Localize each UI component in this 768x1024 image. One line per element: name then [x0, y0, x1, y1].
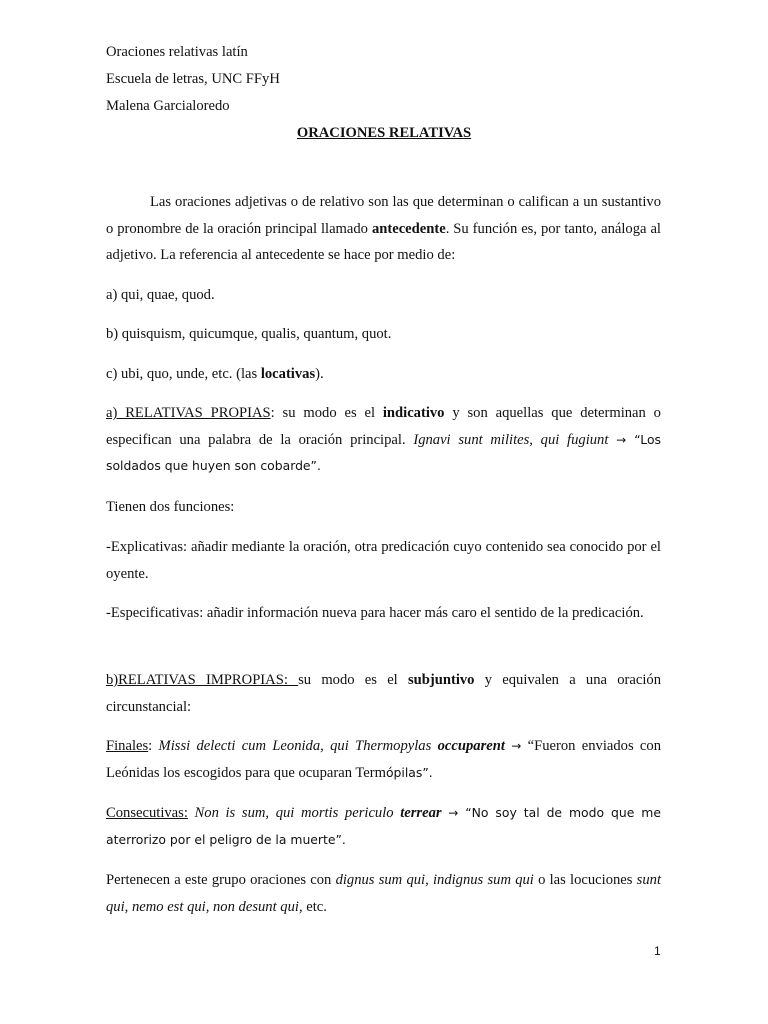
pertenecen-italic-1: dignus sum qui, indignus sum qui [335, 872, 534, 888]
propias-heading: a) RELATIVAS PROPIAS [106, 405, 271, 421]
propias-translation: “Los soldados que huyen son cobarde” [106, 431, 661, 473]
impropias-text-1: su modo es el [298, 672, 408, 688]
list-item-c-end: ). [315, 366, 324, 382]
impropias-text-2: y equivalen a una oración circunstancial: [106, 672, 661, 715]
pertenecen-paragraph [106, 867, 661, 920]
consecutivas-paragraph [106, 800, 661, 853]
finales-translation-end: ópilas” [385, 764, 429, 780]
consecutivas-latin-verb: terrear [400, 805, 442, 821]
consecutivas-end: . [341, 831, 346, 847]
header-author: Malena Garcialoredo [106, 98, 230, 114]
page-title: ORACIONES RELATIVAS [296, 125, 472, 141]
finales-paragraph [106, 733, 661, 786]
propias-end: . [316, 458, 321, 473]
list-item-b: b) quisquism, quicumque, qualis, quantum, quot. [106, 326, 392, 342]
pertenecen-text-1: Pertenecen a este grupo oraciones con [106, 872, 336, 888]
propias-text-1: : su modo es el [270, 405, 383, 421]
intro-term-antecedente: antecedente [371, 220, 446, 237]
propias-paragraph [106, 400, 661, 480]
finales-latin-verb: occuparent [437, 738, 505, 754]
finales-latin: Missi delecti cum Leonida, qui Thermopylas [158, 738, 438, 754]
consecutivas-latin: Non is sum, qui mortis periculo [187, 805, 401, 821]
header-course: Oraciones relativas latín [106, 44, 248, 60]
intro-paragraph [106, 189, 661, 269]
finales-label: Finales [106, 738, 149, 754]
pertenecen-text-3: etc. [302, 898, 327, 915]
intro-text-2: . Su función es, por tanto, análoga al adjetivo. La referencia al antecedente se hace por medio de: [106, 220, 661, 263]
impropias-heading: b)RELATIVAS IMPROPIAS: [106, 672, 299, 688]
funciones-line: Tienen dos funciones: [106, 499, 235, 515]
consecutivas-translation: “No soy tal de modo que me aterrorizo por el peligro de la muerte” [106, 805, 661, 847]
intro-text-1: Las oraciones adjetivas o de relativo son las que determinan o califican a un sustantivo o pronombre de la oración principal llamado [106, 194, 661, 237]
explicativas-paragraph: -Explicativas: añadir mediante la oración, otra predicación cuyo contenido sea conocido por el oyente. [106, 539, 661, 582]
finales-colon: : [148, 738, 159, 754]
list-item-a: a) qui, quae, quod. [106, 287, 215, 303]
finales-translation: “Fueron enviados con Leónidas los escogidos para que ocuparan Term [106, 738, 662, 781]
list-item-c [106, 361, 661, 388]
propias-latin-example: Ignavi sunt milites, qui fugiunt [413, 431, 609, 448]
impropias-paragraph [106, 667, 661, 720]
header-school: Escuela de letras, UNC FFyH [106, 71, 280, 87]
pertenecen-text-2: o las locuciones [533, 872, 637, 888]
arrow-right-icon: → [511, 739, 522, 753]
finales-end: . [428, 764, 433, 780]
list-item-c-bold: locativas [260, 366, 316, 382]
arrow-right-icon: → [448, 806, 459, 820]
pertenecen-italic-2: sunt qui, nemo est qui, non desunt qui, [106, 872, 661, 915]
page-number: 1 [654, 944, 661, 958]
propias-text-2: y son aquellas que determinan o especifican una palabra de la oración principal. [106, 405, 661, 448]
propias-term-indicativo: indicativo [382, 405, 445, 421]
list-item-c-text: c) ubi, quo, unde, etc. (las [106, 366, 261, 382]
consecutivas-label: Consecutivas: [106, 805, 188, 821]
impropias-term-subjuntivo: subjuntivo [407, 672, 475, 688]
arrow-right-icon: → [616, 432, 627, 447]
especificativas-paragraph: -Especificativas: añadir información nueva para hacer más caro el sentido de la predicación. [106, 605, 644, 621]
